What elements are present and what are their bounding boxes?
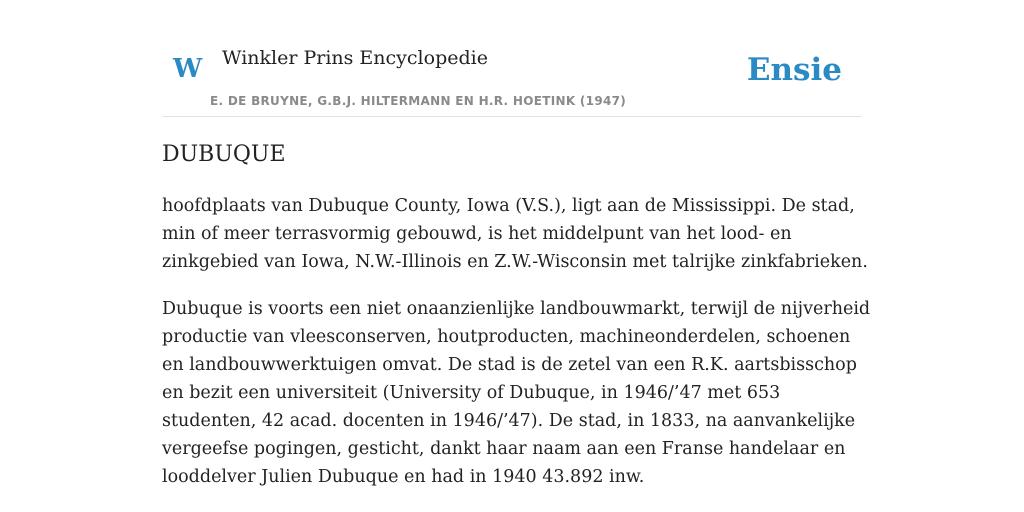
ensie-brand-logo[interactable]: Ensie — [746, 52, 842, 88]
encyclopedia-header — [162, 0, 862, 117]
entry-paragraph-1: hoofdplaats van Dubuque County, Iowa (V.S.), ligt aan de Mississippi. De stad, min of meer terrasvormig gebouwd, is het middelpunt van het lood- en zinkgebied van Iowa, N.W.-Illinois en Z.W.-Wisconsin met talrijke zinkfabrieken. — [162, 196, 868, 272]
entry-title: DUBUQUE — [162, 142, 286, 167]
winkler-prins-logo[interactable]: W — [173, 54, 203, 84]
encyclopedia-title-link[interactable]: Winkler Prins Encyclopedie — [222, 47, 488, 69]
entry-paragraph-2: Dubuque is voorts een niet onaanzienlijke landbouwmarkt, terwijl de nijverheid productie van vleesconserven, houtproducten, machineonderdelen, schoenen en landbouwwerktuigen omvat. De stad is de zetel van een R.K. aartsbisschop en bezit een universiteit (University of Dubuque, in 1946/’47 met 653 studenten, 42 acad. docenten in 1946/’47). De stad, in 1833, na aanvankelijke vergeefse pogingen, gesticht, dankt haar naam aan een Franse handelaar en looddelver Julien Dubuque en had in 1940 43.892 inw. — [162, 299, 871, 487]
encyclopedia-authors: E. DE BRUYNE, G.B.J. HILTERMANN EN H.R. HOETINK (1947) — [210, 94, 627, 108]
